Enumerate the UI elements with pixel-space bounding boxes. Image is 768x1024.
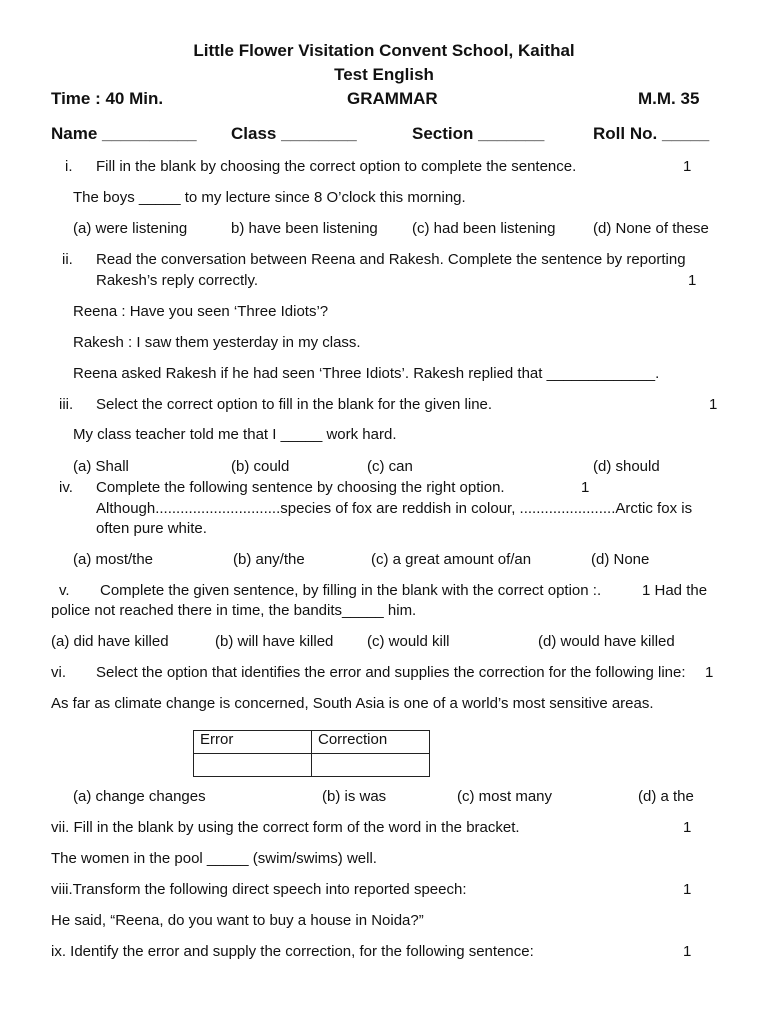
question-marks: 1 bbox=[709, 396, 718, 413]
class-field-label: Class ________ bbox=[231, 124, 357, 143]
table-header-correction: Correction bbox=[312, 731, 430, 754]
option-a: (a) most/the bbox=[73, 551, 154, 568]
question-number: iv. bbox=[59, 479, 73, 496]
question-text: Complete the given sentence, by filling in the blank with the correct option :. bbox=[100, 582, 602, 599]
question-sentence: My class teacher told me that I _____ work hard. bbox=[73, 426, 397, 443]
question-text: vii. Fill in the blank by using the correct form of the word in the bracket. bbox=[51, 819, 520, 836]
question-sentence: Although..............................species of fox are reddish in colour, .......................Arctic fox is bbox=[96, 500, 693, 517]
option-d: (d) a the bbox=[638, 788, 694, 805]
question-sentence: As far as climate change is concerned, South Asia is one of a world’s most sensitive areas. bbox=[51, 695, 654, 712]
question-marks: 1 bbox=[683, 943, 692, 960]
option-d: (d) None bbox=[591, 551, 650, 568]
time-label: Time : 40 Min. bbox=[51, 89, 164, 108]
question-sentence: police not reached there in time, the bandits_____ him. bbox=[51, 602, 417, 619]
question-sentence: He said, “Reena, do you want to buy a house in Noida?” bbox=[51, 912, 424, 929]
option-b: (b) any/the bbox=[233, 551, 305, 568]
question-text: Select the correct option to fill in the blank for the given line. bbox=[96, 396, 493, 413]
roll-field-label: Roll No. _____ bbox=[593, 124, 710, 143]
option-d: (d) None of these bbox=[593, 220, 709, 237]
conversation-line-reena: Reena : Have you seen ‘Three Idiots’? bbox=[73, 303, 329, 320]
question-marks: 1 Had the bbox=[642, 582, 708, 599]
reporting-sentence: Reena asked Rakesh if he had seen ‘Three Idiots’. Rakesh replied that _____________. bbox=[73, 365, 660, 382]
section-field-label: Section _______ bbox=[412, 124, 545, 143]
question-marks: 1 bbox=[581, 479, 590, 496]
table-header-error: Error bbox=[194, 731, 312, 754]
error-correction-table bbox=[193, 730, 430, 777]
option-c: (c) most many bbox=[457, 788, 553, 805]
option-c: (c) had been listening bbox=[412, 220, 556, 237]
option-b: (b) could bbox=[231, 458, 290, 475]
question-text: Fill in the blank by choosing the correct option to complete the sentence. bbox=[96, 158, 577, 175]
option-d: (d) would have killed bbox=[538, 633, 675, 650]
question-marks: 1 bbox=[705, 664, 714, 681]
question-number: iii. bbox=[59, 396, 74, 413]
question-marks: 1 bbox=[683, 158, 692, 175]
option-a: (a) change changes bbox=[73, 788, 206, 805]
subject-label: GRAMMAR bbox=[347, 89, 438, 108]
test-title: Test English bbox=[334, 65, 434, 84]
option-d: (d) should bbox=[593, 458, 660, 475]
question-number: ii. bbox=[62, 251, 73, 268]
question-marks: 1 bbox=[683, 881, 692, 898]
option-a: (a) did have killed bbox=[51, 633, 169, 650]
correction-answer-cell[interactable] bbox=[312, 754, 430, 777]
option-c: (c) a great amount of/an bbox=[371, 551, 532, 568]
question-number: v. bbox=[59, 582, 70, 599]
question-marks: 1 bbox=[683, 819, 692, 836]
question-sentence-cont: often pure white. bbox=[96, 520, 207, 537]
question-sentence: The women in the pool _____ (swim/swims) well. bbox=[51, 850, 377, 867]
error-answer-cell[interactable] bbox=[194, 754, 312, 777]
option-a: (a) were listening bbox=[73, 220, 188, 237]
max-marks-label: M.M. 35 bbox=[638, 89, 700, 108]
question-text: viii.Transform the following direct speech into reported speech: bbox=[51, 881, 467, 898]
question-text: Complete the following sentence by choosing the right option. bbox=[96, 479, 505, 496]
question-text: Read the conversation between Reena and Rakesh. Complete the sentence by reporting bbox=[96, 251, 686, 268]
option-b: b) have been listening bbox=[231, 220, 378, 237]
question-text: ix. Identify the error and supply the correction, for the following sentence: bbox=[51, 943, 534, 960]
option-b: (b) will have killed bbox=[215, 633, 334, 650]
school-title: Little Flower Visitation Convent School, Kaithal bbox=[193, 41, 575, 60]
question-text: Select the option that identifies the error and supplies the correction for the following line: bbox=[96, 664, 686, 681]
option-a: (a) Shall bbox=[73, 458, 129, 475]
question-number: vi. bbox=[51, 664, 66, 681]
question-marks: 1 bbox=[688, 272, 697, 289]
option-c: (c) can bbox=[367, 458, 413, 475]
question-number: i. bbox=[65, 158, 73, 175]
question-sentence: The boys _____ to my lecture since 8 O’clock this morning. bbox=[73, 189, 466, 206]
option-b: (b) is was bbox=[322, 788, 387, 805]
name-field-label: Name __________ bbox=[51, 124, 197, 143]
option-c: (c) would kill bbox=[367, 633, 450, 650]
question-text-cont: Rakesh’s reply correctly. bbox=[96, 272, 258, 289]
conversation-line-rakesh: Rakesh : I saw them yesterday in my class. bbox=[73, 334, 361, 351]
